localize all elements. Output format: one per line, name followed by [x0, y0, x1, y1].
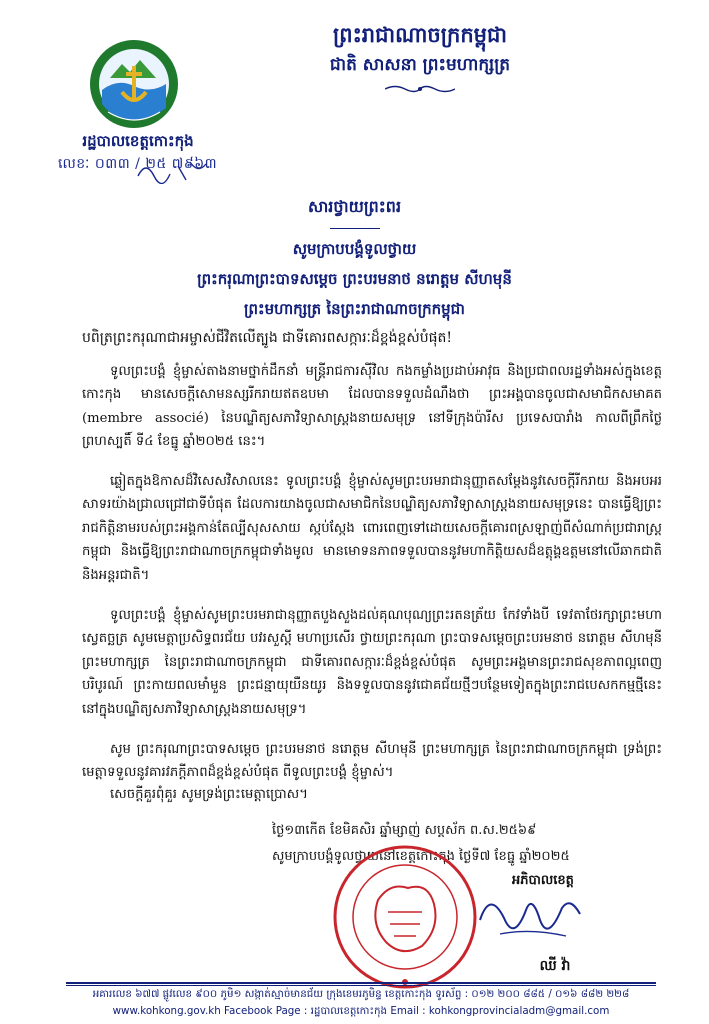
lunar-date: ថ្ងៃ១៣កើត ខែមិគសិរ ឆ្នាំម្សាញ់ សប្តស័ក ព.ស.២៥៦៩: [272, 823, 537, 838]
body-paragraph-4: សូម ព្រះករុណាព្រះបាទសម្តេច ព្រះបរមនាថ នរោត្តម សីហមុនី ព្រះមហាក្សត្រ នៃព្រះរាជាណាចក្រកម្ពុជា ទ្រង់ព្រះមេត្តាទទួលនូវគារវភក្តីភាពដ៏ខ្ពង់ខ្ពស់បំផុត ពីទូលព្រះបង្គំ ខ្ញុំម្ចាស់។: [82, 742, 662, 781]
handwritten-ref-icon: [128, 154, 248, 184]
signer-name: ឈី វ៉ា: [539, 958, 571, 974]
closing-line: សេចក្តីគួរពុំគួរ សូមទ្រង់ព្រះមេត្តាប្រោស។: [110, 787, 308, 802]
address-line-2: ព្រះករុណាព្រះបាទសម្តេច ព្រះបរមនាថ នរោត្តម សីហមុនី: [197, 270, 512, 288]
national-motto: ជាតិ សាសនា ព្រះមហាក្សត្រ: [329, 55, 511, 75]
title-underline: [330, 228, 380, 229]
body-paragraph-1: ទូលព្រះបង្គំ ខ្ញុំម្ចាស់តាងនាមថ្នាក់ដឹកនាំ មន្ត្រីរាជការស៊ីវិល កងកម្លាំងប្រដាប់អាវុធ និងប្រជាពលរដ្ឋទាំងអស់ក្នុងខេត្តកោះកុង មានសេចក្តីសោមនស្សរីករាយឥតឧបមា ដែលបានទទួលដំណឹងថា ព្រះអង្គបានចូលជាសមាជិកសមាគត (membre associé) នៃបណ្ឌិត្យសភាវិទ្យាសាស្ត្រងនាយសមុទ្រ នៅទីក្រុងប៉ារីស ប្រទេសបារាំង កាលពីព្រឹកថ្ងៃព្រហស្បតិ៍ ទី៤ ខែធ្នូ ឆ្នាំ២០២៥ នេះ។: [82, 364, 662, 450]
body-paragraph-3: ទូលព្រះបង្គំ ខ្ញុំម្ចាស់សូមព្រះបរមរាជានុញ្ញាតបួងសួងដល់គុណបុណ្យព្រះរតនត្រ័យ កែវទាំងបី ទេវតាថែរក្សាព្រះមហាស្វេតច្ឆត្រ សូមមេត្តាប្រសិទ្ធពរជ័យ បវរសួស្តី មហាប្រសើរ ថ្វាយព្រះករុណា ព្រះបាទសម្តេចព្រះបរមនាថ នរោត្តម សីហមុនី ព្រះមហាក្សត្រ នៃព្រះរាជាណាចក្រកម្ពុជា ជាទីគោរពសក្ការៈដ៏ខ្ពង់ខ្ពស់បំផុត សូមព្រះអង្គមានព្រះរាជសុខភាពល្អពេញបរិបូរណ៍ ព្រះកាយពលមាំមួន ព្រះជន្មាយុយឺនយូរ និងទទួលបាននូវជោគជ័យថ្មីៗបន្ថែមទៀតក្នុងព្រះរាជបេសកកម្មថ្មីនេះ នៅក្នុងបណ្ឌិត្យសភាវិទ្យាសាស្ត្រងនាយសមុទ្រ។: [82, 608, 662, 717]
document-title: សារថ្វាយព្រះពរ: [307, 197, 402, 216]
signature-icon: [470, 880, 590, 950]
signer-title: អភិបាលខេត្ត: [512, 873, 574, 888]
footer-rule: [66, 982, 656, 984]
footer-rule-thin: [66, 985, 656, 986]
address-line-3: ព្រះមហាក្សត្រ នៃព្រះរាជាណាចក្រកម្ពុជា: [244, 300, 465, 318]
footer-contacts: www.kohkong.gov.kh Facebook Page : រដ្ឋបាលខេត្តកោះកុង Email : kohkongprovincialadm@gmail.com: [112, 1005, 610, 1017]
greeting: បពិត្រព្រះករុណាជាអម្ចាស់ជីវិតលើត្បូង ជាទីគោរពសក្ការៈដ៏ខ្ពង់ខ្ពស់បំផុត!: [82, 330, 453, 346]
solar-date: សូមក្រាបបង្គំទូលថ្វាយនៅខេត្តកោះកុង ថ្ងៃទី៧ ខែធ្នូ ឆ្នាំ២០២៥: [272, 849, 570, 864]
official-seal-icon: [330, 842, 480, 992]
address-line-1: សូមក្រាបបង្គំទូលថ្វាយ: [292, 240, 417, 258]
reference-number: លេខៈ ០៣៣ / ២៥ ៧៩៦៣: [58, 156, 218, 172]
footer-address: អគារលេខ ៦៧៧ ផ្លូវលេខ ៩០០ ភូមិ១ សង្កាត់ស្មាច់មានជ័យ ក្រុងខេមរភូមិន្ទ ខេត្តកោះកុង ទូរស័ព្ទ : ០១២ ២០០ ៨៨៥ / ០១៦ ៨៨២ ២២៨: [92, 988, 630, 1000]
kingdom-heading: ព្រះរាជាណាចក្រកម្ពុជា: [332, 22, 507, 47]
body-paragraph-2: ឆ្លៀតក្នុងឱកាសដ៏វិសេសវិសាលនេះ ទូលព្រះបង្គំ ខ្ញុំម្ចាស់សូមព្រះបរមរាជានុញ្ញាតសម្តែងនូវសេចក្តីរីករាយ និងអបអរសាទរយ៉ាងជ្រាលជ្រៅជាទីបំផុត ដែលការយាងចូលជាសមាជិកនៃបណ្ឌិត្យសភាវិទ្យាសាស្ត្រងនាយសមុទ្រនេះ បានធ្វើឱ្យព្រះរាជកិត្តិនាមរបស់ព្រះអង្គកាន់តែល្បីសុសសាយ ស្កប់ស្កែង ពោរពេញទៅដោយសេចក្តីគោរពស្រឡាញ់ពីសំណាក់ប្រជារាស្ត្រកម្ពុជា និងធ្វើឱ្យព្រះរាជាណាចក្រកម្ពុជាទាំងមូល មានមោទនភាពទទួលបាននូវមហាកិត្តិយសដ៏ឧត្តុង្គឧត្តមនៅលើឆាកជាតិ និងអន្តរជាតិ។: [82, 474, 662, 583]
ornament-divider-icon: [385, 84, 455, 94]
admin-name: រដ្ឋបាលខេត្តកោះកុង: [82, 132, 194, 150]
kohkong-logo-icon: [88, 38, 180, 130]
